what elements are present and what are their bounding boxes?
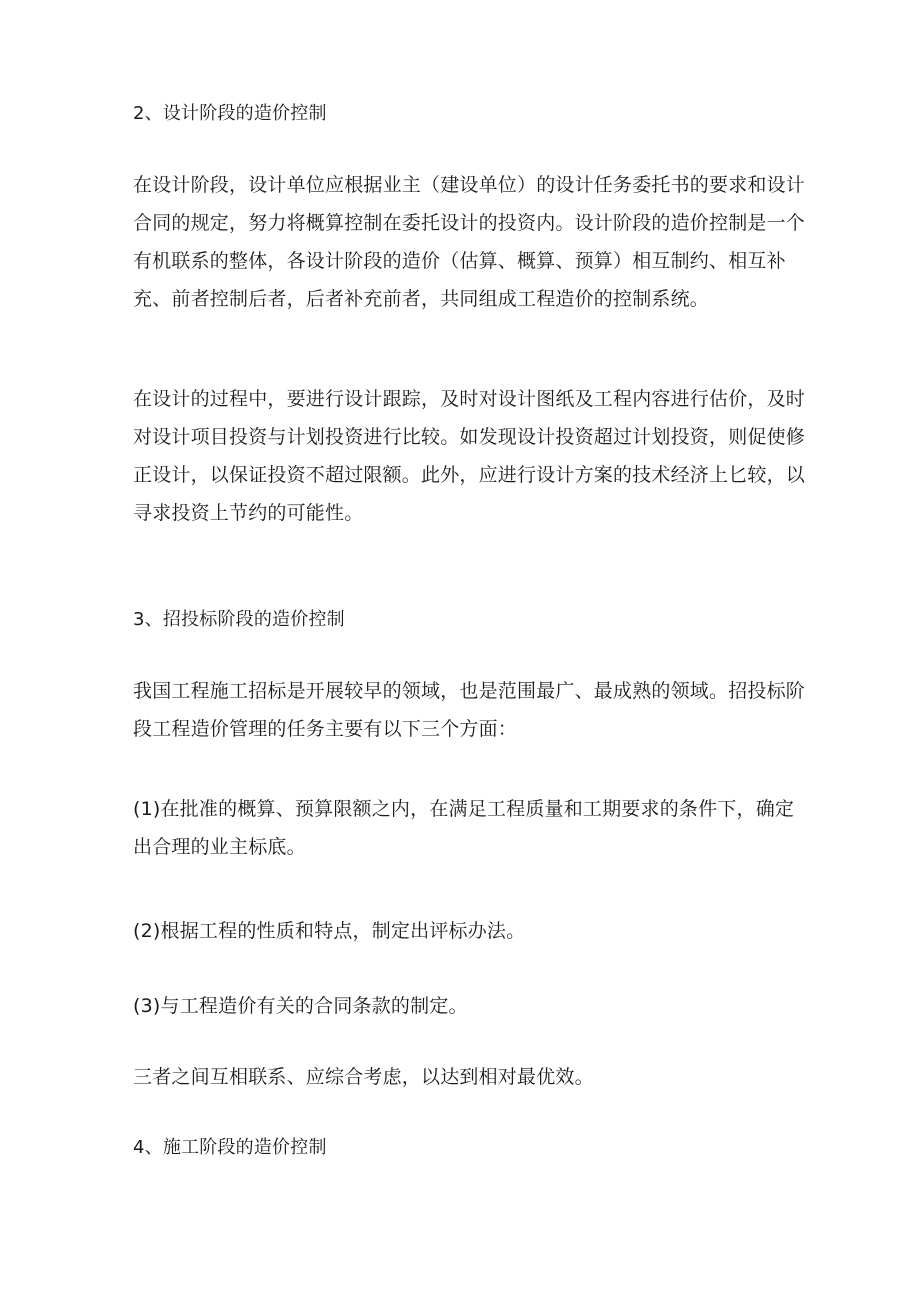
section-4-heading: 4、施工阶段的造价控制	[133, 1137, 327, 1158]
section-2-paragraph-2: 在设计的过程中，要进行设计跟踪，及时对设计图纸及工程内容进行估价，及时对设计项目投资与计划投资进行比较。如发现设计投资超过计划投资，则促使修正设计，以保证投资不超过限额。此外，应进行设计方案的技术经济上匕较，以寻求投资上节约的可能性。	[133, 388, 806, 524]
section-3-item-2: (2)根据工程的性质和特点，制定出评标办法。	[133, 920, 526, 942]
section-3-intro: 我国工程施工招标是开展较早的领域，也是范围最广、最成熟的领域。招投标阶段工程造价管理的任务主要有以下三个方面：	[133, 680, 806, 740]
section-3-item-1: (1)在批准的概算、预算限额之内，在满足工程质量和工期要求的条件下，确定出合理的业主标底。	[133, 798, 795, 858]
section-2-paragraph-1: 在设计阶段，设计单位应根据业主（建设单位）的设计任务委托书的要求和设计合同的规定，努力将概算控制在委托设计的投资内。设计阶段的造价控制是一个有机联系的整体，各设计阶段的造价（估算、概算、预算）相互制约、相互补充、前者控制后者，后者补充前者，共同组成工程造价的控制系统。	[133, 174, 806, 310]
section-2-heading: 2、设计阶段的造价控制	[133, 103, 327, 124]
section-3-item-3: (3)与工程造价有关的合同条款的制定。	[133, 995, 468, 1017]
section-3-summary: 三者之间互相联系、应综合考虑，以达到相对最优效。	[133, 1066, 594, 1088]
section-3-heading: 3、招投标阶段的造价控制	[133, 609, 345, 630]
